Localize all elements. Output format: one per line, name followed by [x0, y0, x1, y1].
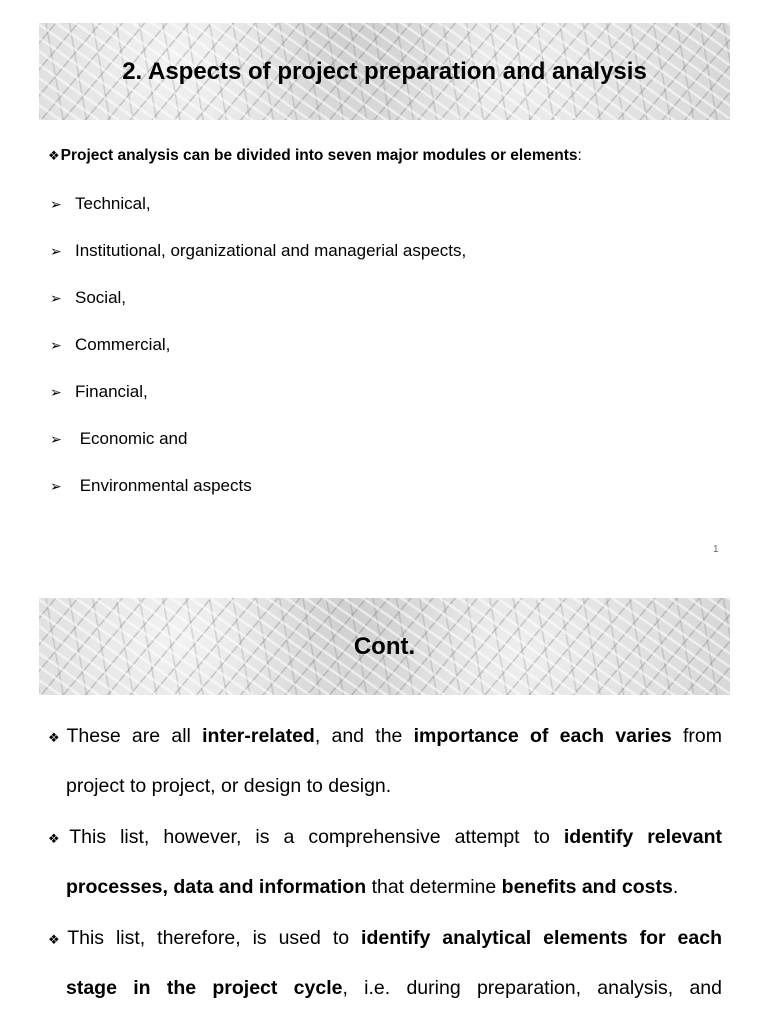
list-item: ➢ Financial, — [50, 382, 148, 401]
paragraph-3: ❖This list, therefore, is used to identify analytical elements for each stage in the project cycle, i.e. during preparation, analysis, and — [48, 927, 722, 999]
list-item: ➢ Environmental aspects — [50, 476, 252, 495]
arrow-bullet-icon: ➢ — [50, 290, 62, 306]
diamond-bullet-icon: ❖ — [48, 730, 66, 745]
paragraph-2: ❖This list, however, is a comprehensive attempt to identify relevant processes, data and information that determine benefits and costs. — [48, 826, 723, 898]
diamond-bullet-icon: ❖ — [48, 831, 69, 846]
intro-colon: : — [577, 147, 582, 164]
slide-1-title: 2. Aspects of project preparation and analysis — [122, 57, 647, 85]
intro-text: Project analysis can be divided into seven major modules or elements — [60, 147, 578, 164]
arrow-bullet-icon: ➢ — [50, 196, 62, 212]
arrow-bullet-icon: ➢ — [50, 431, 62, 447]
list-item: ➢ Economic and — [50, 429, 188, 448]
list-item: ➢ Social, — [50, 288, 127, 307]
list-item: ➢ Technical, — [50, 194, 151, 213]
list-item: ➢ Institutional, organizational and managerial aspects, — [50, 241, 467, 260]
arrow-bullet-icon: ➢ — [50, 243, 62, 259]
modules-list — [50, 193, 466, 522]
arrow-bullet-icon: ➢ — [50, 384, 62, 400]
slide-1-intro — [48, 147, 582, 165]
slide-2-title-banner — [39, 598, 730, 695]
diamond-bullet-icon: ❖ — [48, 148, 60, 163]
arrow-bullet-icon: ➢ — [50, 337, 62, 353]
diamond-bullet-icon: ❖ — [48, 932, 67, 947]
paragraph-1: ❖These are all inter-related, and the importance of each varies from project to project, or design to design. — [48, 725, 722, 797]
slide-number: 1 — [713, 544, 719, 555]
slide-2-title: Cont. — [353, 632, 416, 660]
slide-1-title-banner — [39, 23, 730, 120]
arrow-bullet-icon: ➢ — [50, 478, 62, 494]
list-item: ➢ Commercial, — [50, 335, 171, 354]
